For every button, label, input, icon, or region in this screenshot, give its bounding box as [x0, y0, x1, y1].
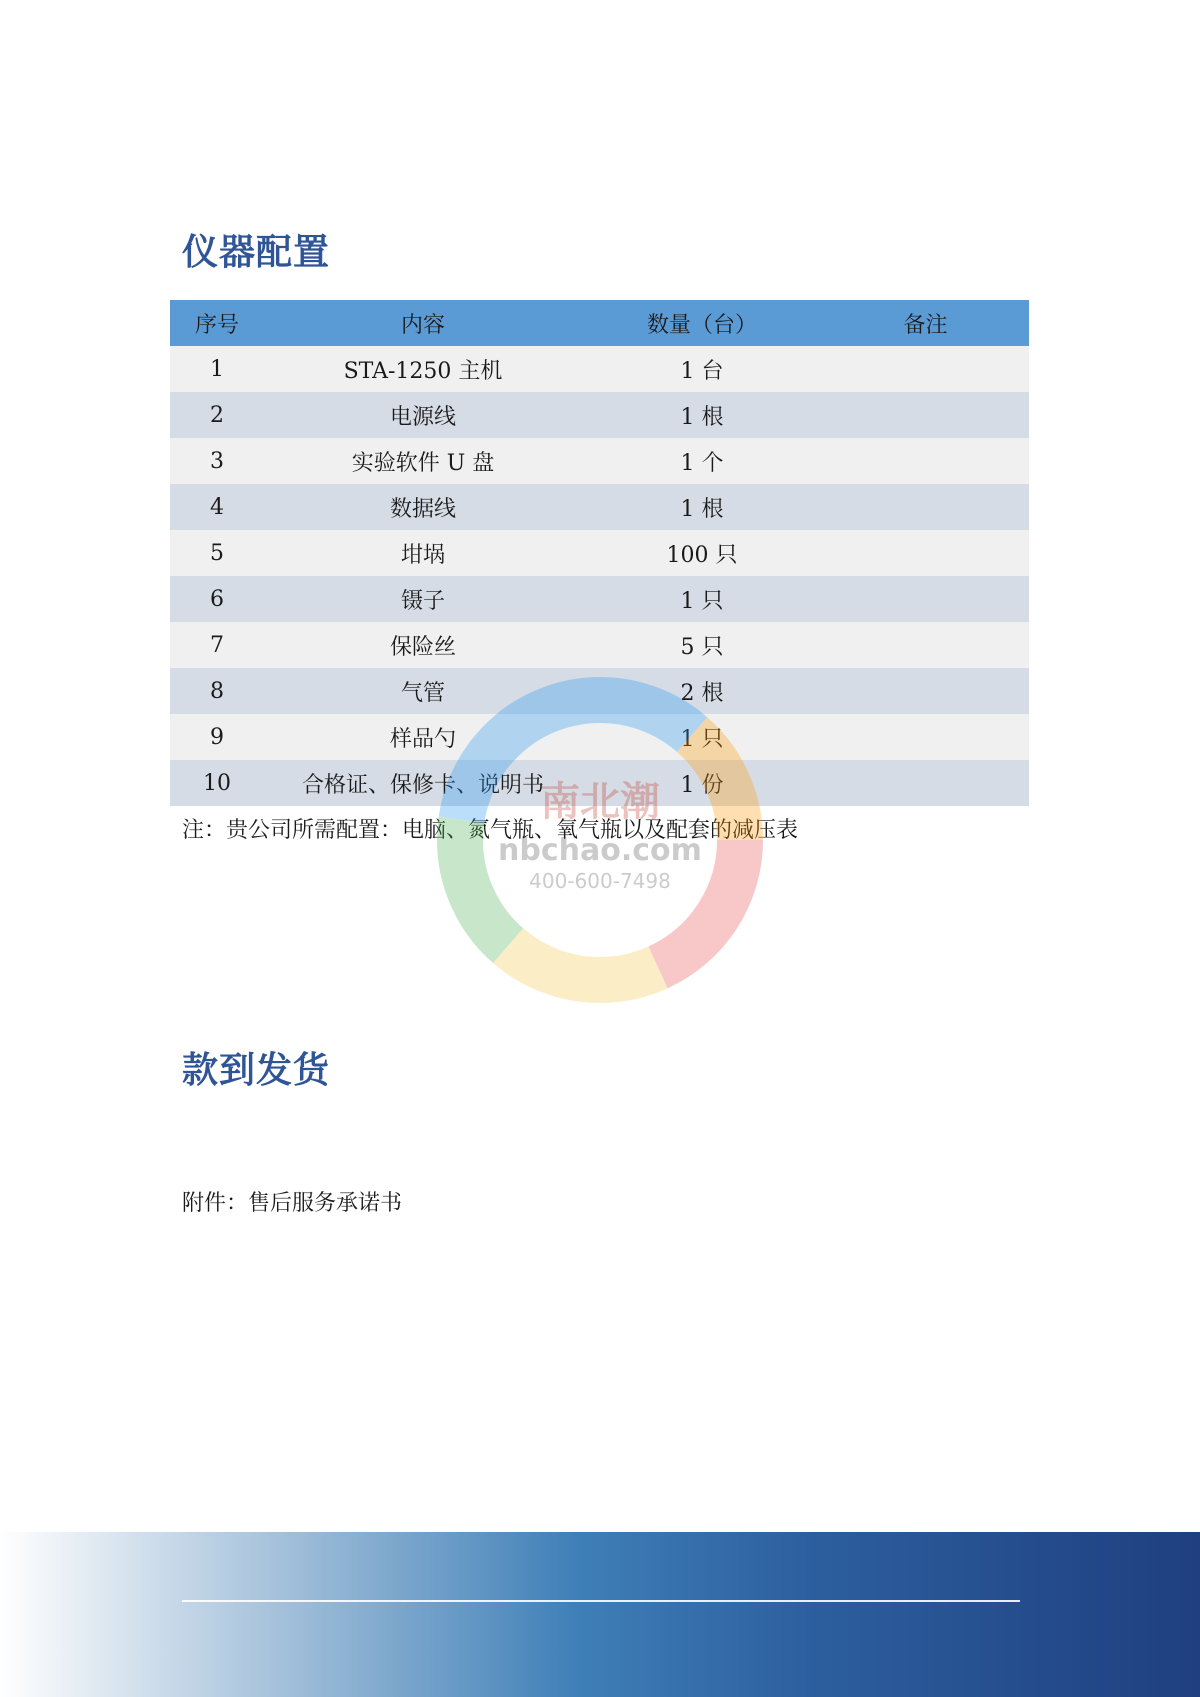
- cell-content: 气管: [264, 668, 582, 714]
- table-row: [170, 484, 1029, 530]
- cell-no: 7: [170, 622, 264, 668]
- cell-qty: 5 只: [582, 622, 822, 668]
- cell-content: 电源线: [264, 392, 582, 438]
- cell-no: 8: [170, 668, 264, 714]
- cell-content: STA-1250 主机: [264, 346, 582, 392]
- attachment-line: 附件：售后服务承诺书: [182, 1191, 403, 1216]
- cell-content: 保险丝: [264, 622, 582, 668]
- table-row: [170, 576, 1029, 622]
- table-row: [170, 622, 1029, 668]
- section-title-payment-delivery: 款到发货: [182, 1050, 331, 1091]
- cell-remark: [822, 668, 1029, 714]
- cell-qty: 100 只: [582, 530, 822, 576]
- cell-remark: [822, 392, 1029, 438]
- cell-content: 数据线: [264, 484, 582, 530]
- cell-remark: [822, 760, 1029, 806]
- cell-content: 实验软件 U 盘: [264, 438, 582, 484]
- cell-qty: 1 只: [582, 714, 822, 760]
- cell-no: 5: [170, 530, 264, 576]
- header-content: 内容: [264, 300, 582, 346]
- cell-no: 1: [170, 346, 264, 392]
- cell-remark: [822, 484, 1029, 530]
- cell-no: 3: [170, 438, 264, 484]
- config-table: [170, 300, 1029, 806]
- header-qty: 数量（台）: [582, 300, 822, 346]
- footer-divider-line: [182, 1600, 1020, 1602]
- cell-remark: [822, 714, 1029, 760]
- table-row: [170, 714, 1029, 760]
- cell-qty: 1 个: [582, 438, 822, 484]
- watermark-phone-text: 400-600-7498: [529, 869, 671, 893]
- cell-no: 9: [170, 714, 264, 760]
- cell-remark: [822, 622, 1029, 668]
- cell-content: 合格证、保修卡、说明书: [264, 760, 582, 806]
- cell-remark: [822, 438, 1029, 484]
- table-row: [170, 530, 1029, 576]
- cell-no: 2: [170, 392, 264, 438]
- cell-remark: [822, 530, 1029, 576]
- cell-qty: 1 份: [582, 760, 822, 806]
- cell-qty: 2 根: [582, 668, 822, 714]
- header-no: 序号: [170, 300, 264, 346]
- cell-no: 4: [170, 484, 264, 530]
- table-row: [170, 668, 1029, 714]
- config-note: 注：贵公司所需配置：电脑、氮气瓶、氧气瓶以及配套的减压表: [182, 818, 799, 843]
- table-header-row: [170, 300, 1029, 346]
- table-row: [170, 438, 1029, 484]
- table-row: [170, 760, 1029, 806]
- cell-remark: [822, 346, 1029, 392]
- cell-content: 镊子: [264, 576, 582, 622]
- watermark-brand-text: 南北潮: [540, 779, 660, 825]
- section-title-instrument-config: 仪器配置: [182, 232, 331, 273]
- cell-no: 10: [170, 760, 264, 806]
- footer-gradient-band: [0, 1532, 1200, 1697]
- header-remark: 备注: [822, 300, 1029, 346]
- cell-content: 坩埚: [264, 530, 582, 576]
- table-row: [170, 392, 1029, 438]
- cell-qty: 1 台: [582, 346, 822, 392]
- cell-qty: 1 根: [582, 484, 822, 530]
- cell-qty: 1 只: [582, 576, 822, 622]
- cell-remark: [822, 576, 1029, 622]
- watermark-site-text: nbchao.com: [498, 833, 702, 868]
- cell-qty: 1 根: [582, 392, 822, 438]
- cell-content: 样品勺: [264, 714, 582, 760]
- table-row: [170, 346, 1029, 392]
- cell-no: 6: [170, 576, 264, 622]
